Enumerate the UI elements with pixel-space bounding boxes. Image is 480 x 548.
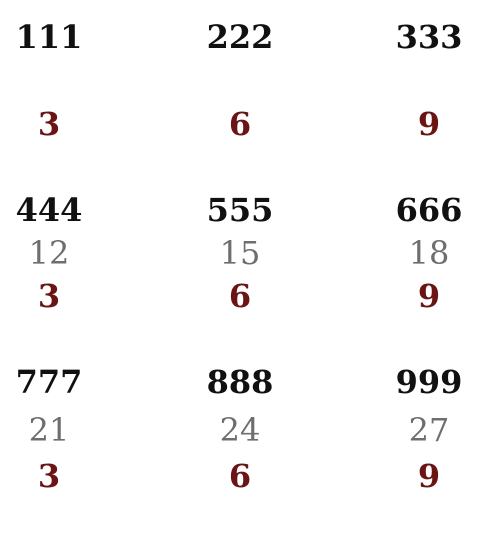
root-row2-col2: 6 xyxy=(228,277,252,315)
triple-999: 999 xyxy=(395,363,463,401)
triple-333: 333 xyxy=(395,18,463,56)
root-row3-col3: 9 xyxy=(417,457,441,495)
root-row1-col1: 3 xyxy=(37,105,61,143)
digit-sum-777: 21 xyxy=(28,411,70,449)
digit-sum-888: 24 xyxy=(219,411,261,449)
triple-222: 222 xyxy=(206,18,274,56)
digit-sum-666: 18 xyxy=(408,234,450,272)
triple-111: 111 xyxy=(15,18,83,56)
triple-444: 444 xyxy=(15,191,83,229)
triple-666: 666 xyxy=(395,191,463,229)
triple-888: 888 xyxy=(206,363,274,401)
triple-777: 777 xyxy=(15,363,83,401)
digit-sum-444: 12 xyxy=(28,234,70,272)
root-row1-col2: 6 xyxy=(228,105,252,143)
root-row2-col1: 3 xyxy=(37,277,61,315)
root-row2-col3: 9 xyxy=(417,277,441,315)
digit-sum-999: 27 xyxy=(408,411,450,449)
root-row3-col2: 6 xyxy=(228,457,252,495)
triple-555: 555 xyxy=(206,191,274,229)
digit-sum-555: 15 xyxy=(219,234,261,272)
root-row1-col3: 9 xyxy=(417,105,441,143)
root-row3-col1: 3 xyxy=(37,457,61,495)
